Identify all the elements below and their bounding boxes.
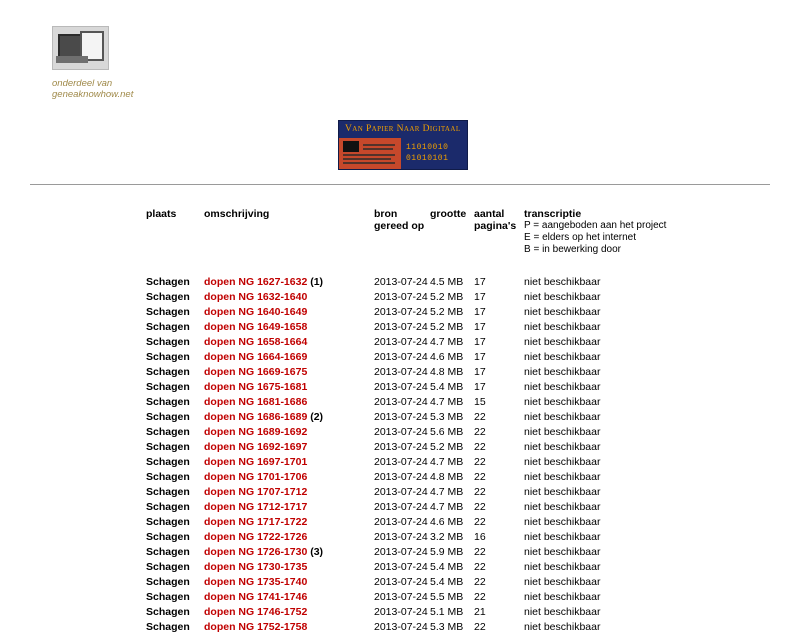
cell-aantal-paginas: 22 [474, 591, 486, 603]
cell-bron-gereed-op: 2013-07-24 [374, 396, 428, 408]
computer-scanner-icon[interactable] [52, 26, 109, 70]
source-link-label[interactable]: dopen NG 1669-1675 [204, 366, 308, 378]
cell-aantal-paginas: 17 [474, 336, 486, 348]
cell-bron-gereed-op: 2013-07-24 [374, 456, 428, 468]
header-divider [30, 184, 770, 185]
cell-bron-gereed-op: 2013-07-24 [374, 606, 428, 618]
cell-omschrijving-link[interactable] [204, 380, 374, 395]
base-shape [56, 56, 88, 63]
cell-transcriptie: niet beschikbaar [524, 456, 601, 468]
cell-transcriptie: niet beschikbaar [524, 546, 601, 558]
source-link-label[interactable]: dopen NG 1681-1686 [204, 396, 308, 408]
source-link-label[interactable]: dopen NG 1627-1632 [204, 276, 308, 288]
cell-plaats: Schagen [146, 381, 190, 393]
cell-grootte: 4.7 MB [430, 396, 464, 408]
table-row[interactable] [146, 590, 724, 605]
column-header-aantal-main: aantal [474, 208, 505, 220]
source-link-label[interactable]: dopen NG 1632-1640 [204, 291, 308, 303]
cell-grootte: 5.4 MB [430, 561, 464, 573]
cell-grootte: 4.5 MB [430, 276, 464, 288]
cell-omschrijving-link[interactable] [204, 275, 374, 290]
cell-aantal-paginas: 22 [474, 471, 486, 483]
cell-transcriptie: niet beschikbaar [524, 531, 601, 543]
cell-grootte: 5.6 MB [430, 426, 464, 438]
cell-grootte: 5.1 MB [430, 606, 464, 618]
cell-bron-gereed-op: 2013-07-24 [374, 591, 428, 603]
cell-transcriptie: niet beschikbaar [524, 396, 601, 408]
cell-grootte: 4.7 MB [430, 501, 464, 513]
column-header-transcriptie [524, 208, 724, 260]
table-row[interactable] [146, 410, 724, 425]
column-header-bron-sub: gereed op [374, 220, 425, 232]
source-link-label[interactable]: dopen NG 1746-1752 [204, 606, 308, 618]
cell-plaats: Schagen [146, 516, 190, 528]
cell-bron-gereed-op: 2013-07-24 [374, 471, 428, 483]
cell-transcriptie: niet beschikbaar [524, 321, 601, 333]
cell-bron-gereed-op: 2013-07-24 [374, 486, 428, 498]
paper-line [343, 158, 391, 160]
cell-bron-gereed-op: 2013-07-24 [374, 291, 428, 303]
cell-transcriptie: niet beschikbaar [524, 411, 601, 423]
cell-omschrijving-link[interactable] [204, 560, 374, 575]
table-body [146, 260, 724, 635]
table-header-row [146, 208, 724, 260]
cell-omschrijving-link[interactable] [204, 365, 374, 380]
table-row[interactable] [146, 365, 724, 380]
column-header-bron [374, 208, 430, 260]
source-link-label[interactable]: dopen NG 1726-1730 [204, 546, 308, 558]
source-link-label[interactable]: dopen NG 1722-1726 [204, 531, 308, 543]
column-header-bron-main: bron [374, 208, 398, 220]
cell-aantal-paginas: 16 [474, 531, 486, 543]
table-row[interactable] [146, 320, 724, 335]
cell-transcriptie: niet beschikbaar [524, 501, 601, 513]
cell-transcriptie: niet beschikbaar [524, 621, 601, 633]
source-link-label[interactable]: dopen NG 1686-1689 [204, 411, 308, 423]
binary-line1: 11010010 [406, 143, 449, 152]
cell-bron-gereed-op: 2013-07-24 [374, 366, 428, 378]
cell-plaats: Schagen [146, 336, 190, 348]
transcriptie-legend [524, 220, 724, 256]
cell-grootte: 5.3 MB [430, 411, 464, 423]
cell-plaats: Schagen [146, 276, 190, 288]
cell-aantal-paginas: 17 [474, 366, 486, 378]
cell-bron-gereed-op: 2013-07-24 [374, 351, 428, 363]
cell-plaats: Schagen [146, 501, 190, 513]
cell-transcriptie: niet beschikbaar [524, 591, 601, 603]
cell-grootte: 5.2 MB [430, 291, 464, 303]
cell-transcriptie: niet beschikbaar [524, 441, 601, 453]
banner-graphic [339, 138, 467, 169]
table-row[interactable] [146, 620, 724, 635]
source-note: (3) [307, 546, 324, 558]
table-row[interactable] [146, 350, 724, 365]
cell-plaats: Schagen [146, 441, 190, 453]
cell-omschrijving-link[interactable] [204, 320, 374, 335]
table-row[interactable] [146, 530, 724, 545]
column-header-omschrijving: omschrijving [204, 208, 270, 220]
binary-digits [401, 138, 467, 169]
cell-transcriptie: niet beschikbaar [524, 426, 601, 438]
table-row[interactable] [146, 605, 724, 620]
source-link-label[interactable]: dopen NG 1640-1649 [204, 306, 308, 318]
cell-transcriptie: niet beschikbaar [524, 486, 601, 498]
source-note: (1) [307, 276, 324, 288]
source-link-label[interactable]: dopen NG 1707-1712 [204, 486, 308, 498]
table-row[interactable] [146, 395, 724, 410]
cell-transcriptie: niet beschikbaar [524, 516, 601, 528]
cell-grootte: 3.2 MB [430, 531, 464, 543]
paper-block [343, 141, 359, 152]
source-link-label[interactable]: dopen NG 1658-1664 [204, 336, 308, 348]
paper-line [363, 148, 393, 150]
cell-plaats: Schagen [146, 321, 190, 333]
cell-bron-gereed-op: 2013-07-24 [374, 546, 428, 558]
cell-omschrijving-link[interactable] [204, 545, 374, 560]
site-logo-block[interactable] [52, 26, 212, 100]
source-link-label[interactable]: dopen NG 1741-1746 [204, 591, 308, 603]
cell-aantal-paginas: 22 [474, 501, 486, 513]
cell-plaats: Schagen [146, 606, 190, 618]
cell-aantal-paginas: 22 [474, 441, 486, 453]
cell-grootte: 4.7 MB [430, 336, 464, 348]
project-banner[interactable] [338, 120, 468, 170]
cell-aantal-paginas: 21 [474, 606, 486, 618]
cell-grootte: 4.8 MB [430, 366, 464, 378]
cell-plaats: Schagen [146, 411, 190, 423]
cell-aantal-paginas: 22 [474, 411, 486, 423]
table-row[interactable] [146, 560, 724, 575]
column-header-grootte: grootte [430, 208, 467, 220]
cell-grootte: 5.5 MB [430, 591, 464, 603]
cell-bron-gereed-op: 2013-07-24 [374, 306, 428, 318]
logo-caption-line2: geneaknowhow.net [52, 89, 134, 100]
cell-aantal-paginas: 17 [474, 381, 486, 393]
table-spacer-row [146, 260, 724, 275]
cell-aantal-paginas: 22 [474, 516, 486, 528]
cell-plaats: Schagen [146, 366, 190, 378]
column-header-transcriptie-main: transcriptie [524, 208, 582, 220]
cell-plaats: Schagen [146, 456, 190, 468]
source-link-label[interactable]: dopen NG 1712-1717 [204, 501, 308, 513]
paper-line [343, 162, 395, 164]
cell-omschrijving-link[interactable] [204, 620, 374, 635]
cell-omschrijving-link[interactable] [204, 350, 374, 365]
cell-grootte: 5.2 MB [430, 306, 464, 318]
cell-plaats: Schagen [146, 471, 190, 483]
table-row[interactable] [146, 470, 724, 485]
cell-grootte: 5.9 MB [430, 546, 464, 558]
table-row[interactable] [146, 455, 724, 470]
table-row[interactable] [146, 425, 724, 440]
cell-plaats: Schagen [146, 351, 190, 363]
cell-bron-gereed-op: 2013-07-24 [374, 531, 428, 543]
cell-bron-gereed-op: 2013-07-24 [374, 276, 428, 288]
source-link-label[interactable]: dopen NG 1701-1706 [204, 471, 308, 483]
cell-plaats: Schagen [146, 576, 190, 588]
cell-grootte: 4.6 MB [430, 516, 464, 528]
cell-bron-gereed-op: 2013-07-24 [374, 501, 428, 513]
cell-transcriptie: niet beschikbaar [524, 381, 601, 393]
cell-omschrijving-link[interactable] [204, 410, 374, 425]
cell-plaats: Schagen [146, 486, 190, 498]
cell-aantal-paginas: 22 [474, 621, 486, 633]
cell-bron-gereed-op: 2013-07-24 [374, 321, 428, 333]
cell-plaats: Schagen [146, 621, 190, 633]
cell-bron-gereed-op: 2013-07-24 [374, 426, 428, 438]
cell-bron-gereed-op: 2013-07-24 [374, 411, 428, 423]
source-link-label[interactable]: dopen NG 1752-1758 [204, 621, 308, 633]
cell-aantal-paginas: 22 [474, 486, 486, 498]
column-header-aantal [474, 208, 524, 260]
cell-bron-gereed-op: 2013-07-24 [374, 336, 428, 348]
source-link-label[interactable]: dopen NG 1717-1722 [204, 516, 308, 528]
table-row[interactable] [146, 380, 724, 395]
source-note: (2) [307, 411, 324, 423]
cell-plaats: Schagen [146, 426, 190, 438]
source-link-label[interactable]: dopen NG 1675-1681 [204, 381, 308, 393]
table-row[interactable] [146, 575, 724, 590]
cell-plaats: Schagen [146, 591, 190, 603]
cell-bron-gereed-op: 2013-07-24 [374, 381, 428, 393]
cell-aantal-paginas: 17 [474, 351, 486, 363]
table-row[interactable] [146, 500, 724, 515]
cell-aantal-paginas: 17 [474, 321, 486, 333]
sources-table [146, 208, 724, 635]
table-row[interactable] [146, 305, 724, 320]
cell-transcriptie: niet beschikbaar [524, 561, 601, 573]
cell-omschrijving-link[interactable] [204, 335, 374, 350]
source-link-label[interactable]: dopen NG 1730-1735 [204, 561, 308, 573]
spacer-cell [146, 260, 724, 275]
cell-grootte: 4.7 MB [430, 486, 464, 498]
cell-bron-gereed-op: 2013-07-24 [374, 441, 428, 453]
source-link-label[interactable]: dopen NG 1697-1701 [204, 456, 308, 468]
cell-plaats: Schagen [146, 291, 190, 303]
table-row[interactable] [146, 290, 724, 305]
cell-aantal-paginas: 17 [474, 291, 486, 303]
paper-graphic [339, 138, 401, 169]
cell-grootte: 5.2 MB [430, 321, 464, 333]
cell-transcriptie: niet beschikbaar [524, 351, 601, 363]
banner-title: Van Papier Naar Digitaal [345, 124, 461, 134]
cell-plaats: Schagen [146, 561, 190, 573]
source-link-label[interactable]: dopen NG 1692-1697 [204, 441, 308, 453]
cell-aantal-paginas: 17 [474, 306, 486, 318]
cell-omschrijving-link[interactable] [204, 455, 374, 470]
paper-line [363, 144, 395, 146]
cell-transcriptie: niet beschikbaar [524, 471, 601, 483]
column-header-plaats: plaats [146, 208, 177, 220]
cell-omschrijving-link[interactable] [204, 425, 374, 440]
column-header-aantal-sub: pagina's [474, 220, 517, 232]
table-row[interactable] [146, 545, 724, 560]
legend-line-p: P = aangeboden aan het project [524, 220, 667, 231]
table-row[interactable] [146, 485, 724, 500]
cell-bron-gereed-op: 2013-07-24 [374, 621, 428, 633]
legend-line-e: E = elders op het internet [524, 232, 637, 243]
cell-bron-gereed-op: 2013-07-24 [374, 576, 428, 588]
cell-grootte: 5.4 MB [430, 576, 464, 588]
cell-omschrijving-link[interactable] [204, 470, 374, 485]
table-row[interactable] [146, 335, 724, 350]
cell-aantal-paginas: 22 [474, 546, 486, 558]
source-link-label[interactable]: dopen NG 1735-1740 [204, 576, 308, 588]
legend-line-b: B = in bewerking door [524, 244, 622, 255]
table-row[interactable] [146, 440, 724, 455]
cell-omschrijving-link[interactable] [204, 290, 374, 305]
cell-bron-gereed-op: 2013-07-24 [374, 516, 428, 528]
cell-transcriptie: niet beschikbaar [524, 291, 601, 303]
cell-bron-gereed-op: 2013-07-24 [374, 561, 428, 573]
cell-grootte: 4.6 MB [430, 351, 464, 363]
cell-grootte: 5.4 MB [430, 381, 464, 393]
cell-omschrijving-link[interactable] [204, 515, 374, 530]
table-row[interactable] [146, 515, 724, 530]
cell-aantal-paginas: 17 [474, 276, 486, 288]
cell-omschrijving-link[interactable] [204, 605, 374, 620]
cell-omschrijving-link[interactable] [204, 485, 374, 500]
cell-aantal-paginas: 22 [474, 561, 486, 573]
source-link-label[interactable]: dopen NG 1649-1658 [204, 321, 308, 333]
cell-transcriptie: niet beschikbaar [524, 606, 601, 618]
cell-plaats: Schagen [146, 546, 190, 558]
cell-transcriptie: niet beschikbaar [524, 306, 601, 318]
cell-transcriptie: niet beschikbaar [524, 576, 601, 588]
cell-omschrijving-link[interactable] [204, 500, 374, 515]
binary-line2: 01010101 [406, 154, 449, 163]
cell-aantal-paginas: 22 [474, 426, 486, 438]
cell-grootte: 5.2 MB [430, 441, 464, 453]
paper-line [343, 154, 395, 156]
cell-aantal-paginas: 22 [474, 576, 486, 588]
cell-omschrijving-link[interactable] [204, 305, 374, 320]
table-row[interactable] [146, 275, 724, 290]
cell-plaats: Schagen [146, 396, 190, 408]
cell-grootte: 5.3 MB [430, 621, 464, 633]
cell-omschrijving-link[interactable] [204, 440, 374, 455]
cell-aantal-paginas: 22 [474, 456, 486, 468]
cell-aantal-paginas: 15 [474, 396, 486, 408]
cell-grootte: 4.8 MB [430, 471, 464, 483]
cell-omschrijving-link[interactable] [204, 575, 374, 590]
cell-transcriptie: niet beschikbaar [524, 336, 601, 348]
sources-table-wrap [146, 208, 786, 635]
logo-caption-line1: onderdeel van [52, 78, 113, 89]
cell-transcriptie: niet beschikbaar [524, 276, 601, 288]
source-link-label[interactable]: dopen NG 1664-1669 [204, 351, 308, 363]
source-link-label[interactable]: dopen NG 1689-1692 [204, 426, 308, 438]
cell-grootte: 4.7 MB [430, 456, 464, 468]
cell-plaats: Schagen [146, 531, 190, 543]
cell-transcriptie: niet beschikbaar [524, 366, 601, 378]
logo-caption [52, 78, 212, 100]
cell-omschrijving-link[interactable] [204, 590, 374, 605]
cell-omschrijving-link[interactable] [204, 530, 374, 545]
cell-plaats: Schagen [146, 306, 190, 318]
cell-omschrijving-link[interactable] [204, 395, 374, 410]
